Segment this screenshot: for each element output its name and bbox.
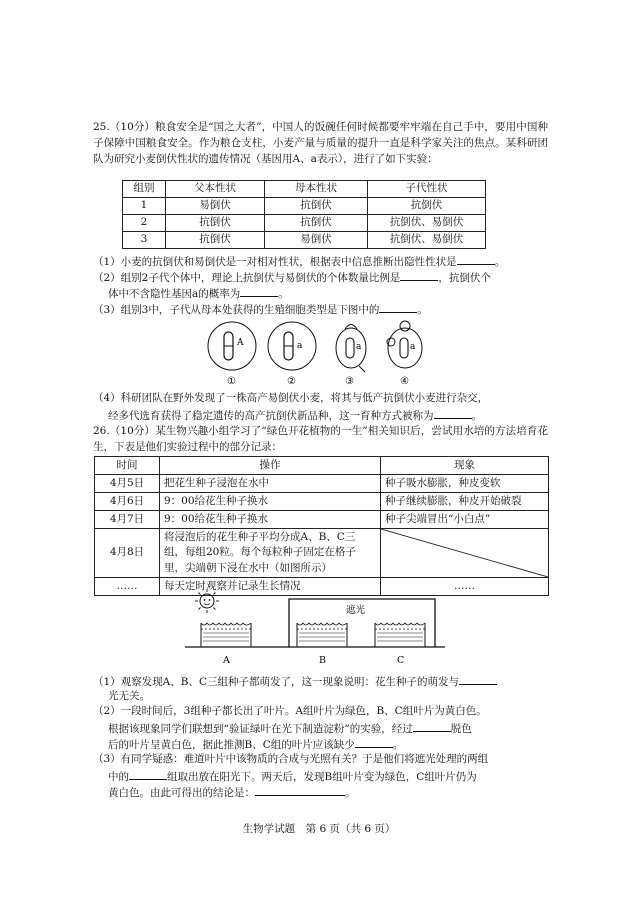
table-cell-diagonal [381,529,549,578]
answer-blank [413,720,451,732]
answer-blank [459,673,497,685]
cell-1 [208,322,256,370]
table-cell: …… [95,578,160,596]
sun-icon [195,589,219,613]
table-cell: 抗倒伏 [166,215,265,232]
table-cell: 每天定时观察并记录生长情况 [160,578,381,596]
experiment-figure [185,585,445,670]
q25-sub3: （3）组别3中，子代从母本处获得的生殖细胞类型是下图中的 。 [93,301,548,319]
q25-sub2-cont: 体中不含隐性基因a的概率为 。 [108,285,548,303]
allele-label: a [297,341,303,351]
q26-table [94,456,549,596]
table-cell: 种子继续膨胀，种皮开始破裂 [381,493,549,511]
q26-intro: 26.（10分）某生物兴趣小组学习了“绿色开花植物的一生”相关知识后，尝试用水培的方法培育花生，下表是他们实验过程中的部分记录： [93,425,548,453]
table-cell: 抗倒伏 [265,198,368,215]
table-cell: 4月8日 [95,529,160,578]
allele-label: a [410,342,416,352]
answer-blank [355,736,393,748]
q26-sub2-cont2: 后的叶片呈黄白色，据此推测B、C组的叶片应该缺少 。 [108,736,548,754]
container-a [201,623,251,647]
answer-blank [400,269,438,281]
allele-label: a [356,342,362,352]
q26-sub3-cont2: 黄白色。由此可得出的结论是： 。 [108,784,548,802]
table-cell: 种子尖端冒出“小白点” [381,511,549,529]
table-cell: 抗倒伏 [265,215,368,232]
table-header: 母本性状 [265,181,368,198]
q25-intro: 25.（10分）粮食安全是“国之大者”，中国人的饭碗任何时候都要牢牢端在自己手中，要用中国种子保障中国粮食安全。作为粮仓支柱，小麦产量与质量的提升一直是科学家关注的焦点。某科研团队为研究小麦倒伏性状的遗传情况（基因用A、a表示），进行了如下实验： [93,121,548,165]
table-cell: 抗倒伏 [166,232,265,249]
q25-sub1: （1）小麦的抗倒伏和易倒伏是一对相对性状，根据表中信息推断出隐性性状是 。 [93,253,548,271]
cell-number: ③ [345,376,354,387]
table-cell: 9：00给花生种子换水 [160,511,381,529]
group-label-a: A [223,655,230,666]
answer-blank [129,768,167,780]
page-footer: 生物学试题 第 6 页（共 6 页） [242,823,396,835]
table-cell: 抗倒伏 [368,198,486,215]
q25-sub2: （2）组别2子代个体中，理论上抗倒伏与易倒伏的个体数量比例是 ，抗倒伏个 [93,269,548,287]
q26-sub2: （2）一段时间后，3组种子都长出了叶片。A组叶片为绿色，B、C组叶片为黄白色。 [93,705,487,717]
q26-sub1: （1）观察发现A、B、C三组种子都萌发了，这一现象说明：花生种子的萌发与 [93,673,548,691]
cover-label: 遮光 [346,605,366,616]
table-cell: 易倒伏 [166,198,265,215]
answer-blank [457,253,495,265]
table-header: 操作 [160,457,381,475]
table-cell: 易倒伏 [265,232,368,249]
germ-cells-figure [205,318,445,388]
container-c [375,623,425,647]
answer-blank [255,784,345,796]
cell-2 [268,322,316,370]
table-header: 时间 [95,457,160,475]
answer-blank [240,285,278,297]
container-b [297,623,347,647]
table-cell: …… [381,578,549,596]
table-cell: 抗倒伏、易倒伏 [368,215,486,232]
table-cell: 种子吸水膨胀，种皮变软 [381,475,549,493]
cell-number: ② [287,376,296,387]
table-cell: 9：00给花生种子换水 [160,493,381,511]
answer-blank [379,301,417,313]
table-cell: 4月6日 [95,493,160,511]
table-cell: 4月5日 [95,475,160,493]
table-cell: 4月7日 [95,511,160,529]
table-cell: 抗倒伏、易倒伏 [368,232,486,249]
table-header: 子代性状 [368,181,486,198]
q26-sub1-cont: 光无关。 [108,690,150,702]
q25-table [122,180,486,249]
group-label-b: B [319,655,326,666]
q26-sub2-cont: 根据该现象同学们联想到“验证绿叶在光下制造淀粉”的实验，经过 脱色 [108,720,548,738]
table-cell: 1 [123,198,166,215]
cell-number: ① [227,376,236,387]
group-label-c: C [397,655,405,666]
table-cell: 2 [123,215,166,232]
q25-sub4-cont: 经多代选育获得了稳定遗传的高产抗倒伏新品种，这一育种方式被称为 。 [108,407,548,425]
cell-number: ④ [400,376,409,387]
table-cell: 3 [123,232,166,249]
q26-sub3: （3）有同学疑惑：难道叶片中该物质的合成与光照有关？于是他们将遮光处理的两组 [93,753,489,765]
q25-sub4: （4）科研团队在野外发现了一株高产易倒伏小麦，将其与低产抗倒伏小麦进行杂交， [93,392,489,404]
q26-sub3-cont: 中的 组取出放在阳光下。两天后，发现B组叶片变为绿色，C组叶片仍为 [108,768,548,786]
table-header: 组别 [123,181,166,198]
cell-4 [387,321,422,368]
table-cell: 把花生种子浸泡在水中 [160,475,381,493]
diagonal-line [381,529,548,577]
answer-blank [434,407,472,419]
table-header: 父本性状 [166,181,265,198]
allele-label: A [237,338,244,348]
table-header: 现象 [381,457,549,475]
table-cell: 将浸泡后的花生种子平均分成A、B、C三组，每组20粒。每个每粒种子固定在格子里，尖端朝下浸在水中（如图所示） [160,529,381,578]
cell-3 [336,325,366,373]
